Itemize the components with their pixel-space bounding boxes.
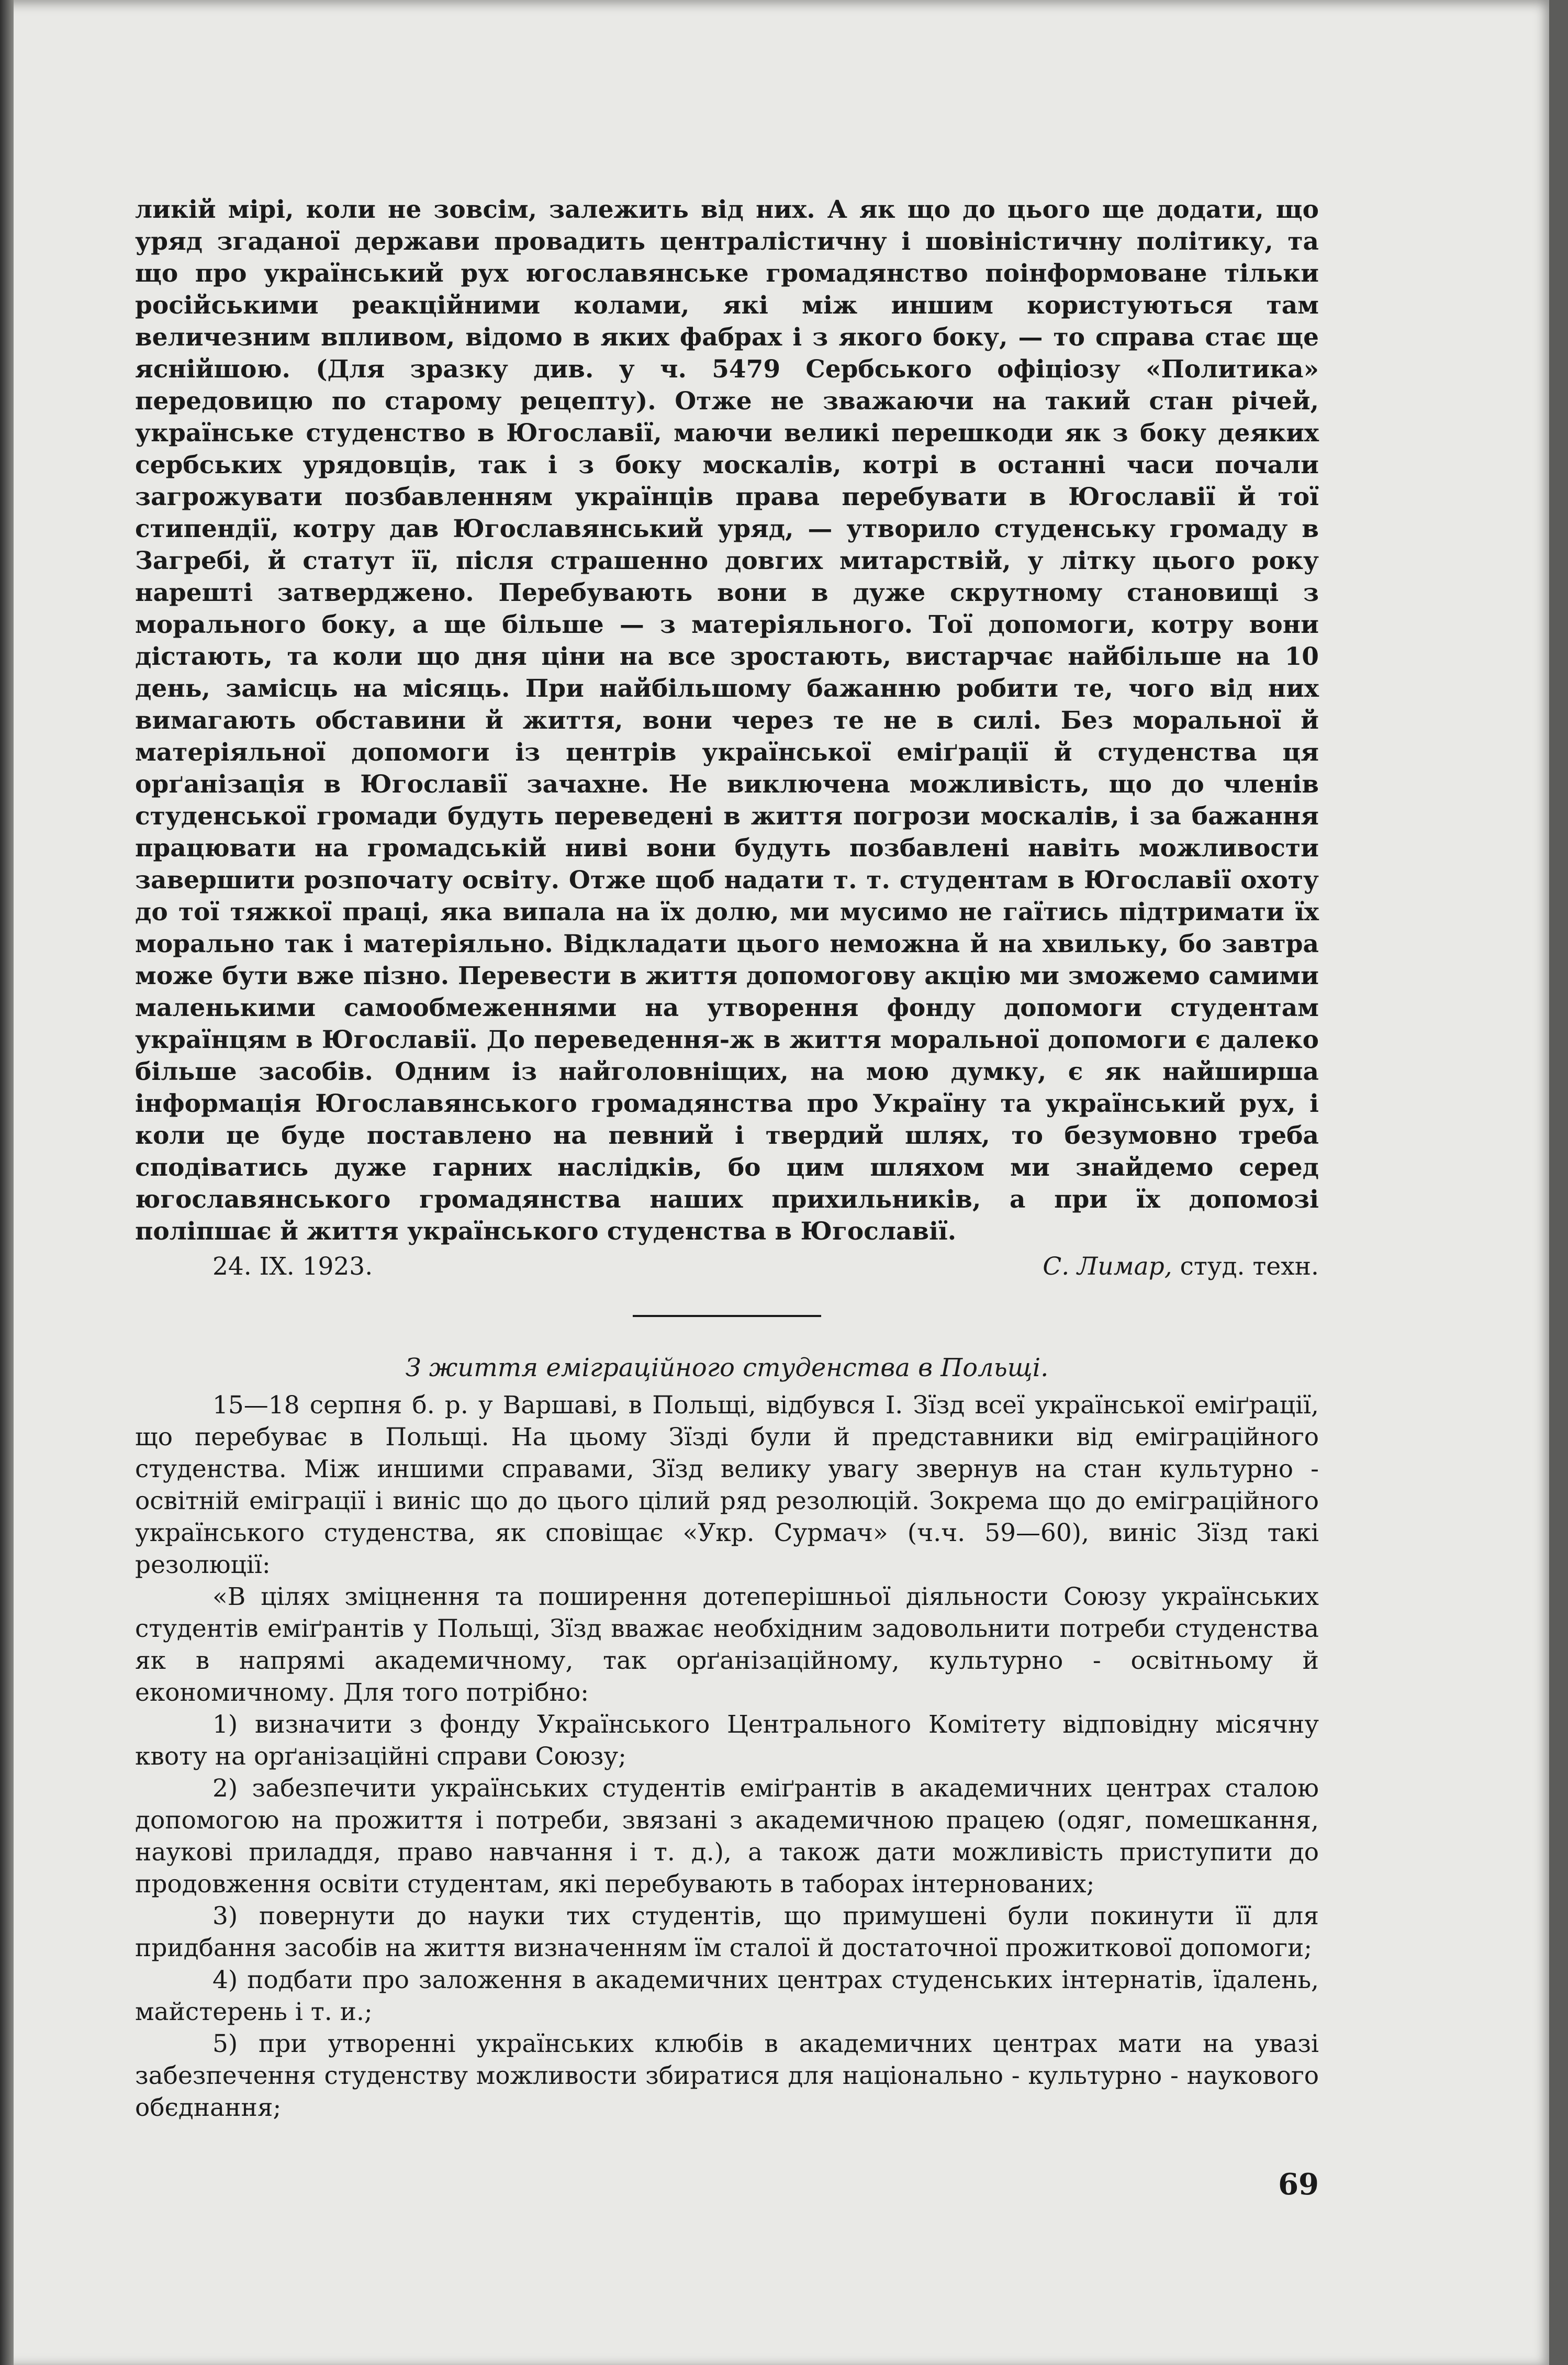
section-intro: 15—18 серпня б. р. у Варшаві, в Польщі, відбувся І. Зїзд всеї української еміґрації, що перебуває в Польщі. На цьому Зїзді були й представники від еміграційного студенства. Між иншими справами, Зїзд велику увагу звернув на стан культурно - освітній еміграції і виніс що до цього цілий ряд резолюцій. Зокрема що до еміграційного українського студенства, як сповіщає «Укр. Сурмач» (ч.ч. 59—60), виніс Зїзд такі резолюції: [135,1391,1319,1579]
author-name: С. Лимар, [1043,1252,1172,1281]
resolution-item: 1) визначити з фонду Українського Центрального Комітету відповідну місячну квоту на орґанізаційні справи Союзу; [135,1710,1319,1771]
article-date: 24. IX. 1923. [212,1252,373,1281]
resolution-item: 4) подбати про заложення в академичних центрах студенських інтернатів, їдалень, майстерень і т. и.; [135,1966,1319,2026]
section-title: З життя еміграційного студенства в Польщі. [405,1353,1049,1382]
binding-edge [0,0,14,2365]
author-title: студ. техн. [1180,1252,1319,1281]
text-column [135,194,1319,2124]
resolution-item: 3) повернути до науки тих студентів, що примушені були покинути її для придбання засобів на життя визначенням їм сталої й достаточної прожиткової допомоги; [135,1902,1319,1962]
resolution-item: 5) при утворенні українських клюбів в академичних центрах мати на увазі забезпечення студенству можливости збиратися для національно - культурно - наукового обєднання; [135,2029,1319,2122]
signature-row [135,1251,1319,1282]
page-number: 69 [1278,2167,1319,2202]
article-signature [1043,1251,1319,1282]
resolution-item: 2) забезпечити українських студентів еміґрантів в академичних центрах сталою допомогою на прожиття і потреби, звязані з академичною працею (одяг, помешкання, наукові приладдя, право навчання і т. д.), а також дати можливість приступити до продовження освіти студентам, які перебувають в таборах інтернованих; [135,1774,1319,1899]
resolution-quote: «В цілях зміцнення та поширення дотеперішньої діяльности Союзу українських студентів еміґрантів у Польщі, Зїзд вважає необхідним задовольнити потреби студенства як в напрямі академичному, так орґанізаційному, культурно - освітньому й економичному. Для того потрібно: [135,1582,1319,1707]
article-end-paragraph: ликій мірі, коли не зовсім, залежить від них. А як що до цього ще додати, що уряд згаданої держави провадить централістичну і шовіністичну політику, та що про український рух югославянське громадянство поінформоване тільки російськими реакційними колами, які між иншим користуються там величезним впливом, відомо в яких фабрах і з якого боку, — то справа стає ще яснійшою. (Для зразку див. у ч. 5479 Сербського офіціозу «Политика» передовицю по старому рецепту). Отже не зважаючи на такий стан річей, українське студенство в Югославії, маючи великі перешкоди як з боку деяких сербських урядовців, так і з боку москалів, котрі в останні часи почали загрожувати позбавленням українців права перебувати в Югославії й тої стипендії, котру дав Югославянський уряд, — утворило студенську громаду в Загребі, й статут її, після страшенно довгих митарствій, у літку цього року нарешті затверджено. Перебувають вони в дуже скрутному становищі з морального боку, а ще більше — з матеріяльного. Тої допомоги, котру вони дістають, та коли що дня ціни на все зростають, вистарчає найбільше на 10 день, замісць на місяць. При найбільшому бажанню робити те, чого від них вимагають обставини й життя, вони через те не в силі. Без моральної й матеріяльної допомоги із центрів української еміґрації й студенства ця орґанізація в Югославії зачахне. Не виключена можливість, що до членів студенської громади будуть переведені в життя погрози москалів, і за бажання працювати на громадській ниві вони будуть позбавлені навіть можливости завершити розпочату освіту. Отже щоб надати т. т. студентам в Югославії охоту до тої тяжкої праці, яка випала на їх долю, ми мусимо не гаїтись підтримати їх морально так і матеріяльно. Відкладати цього неможна й на хвильку, бо завтра може бути вже пізно. Перевести в життя допомогову акцію ми зможемо самими маленькими самообмеженнями на утворення фонду допомоги студентам українцям в Югославії. До переведення-ж в життя моральної допомоги є далеко більше засобів. Одним із найголовніщих, на мою думку, є як найширша інформація Югославянського громадянства про Україну та український рух, і коли це буде поставлено на певний і твердий шлях, то безумовно треба сподіватись дуже гарних наслідків, бо цим шляхом ми знайдемо серед югославянського громадянства наших прихильників, а при їх допомозі поліпшає й життя українського студенства в Югославії. [135,195,1319,1246]
section-divider [633,1315,821,1317]
